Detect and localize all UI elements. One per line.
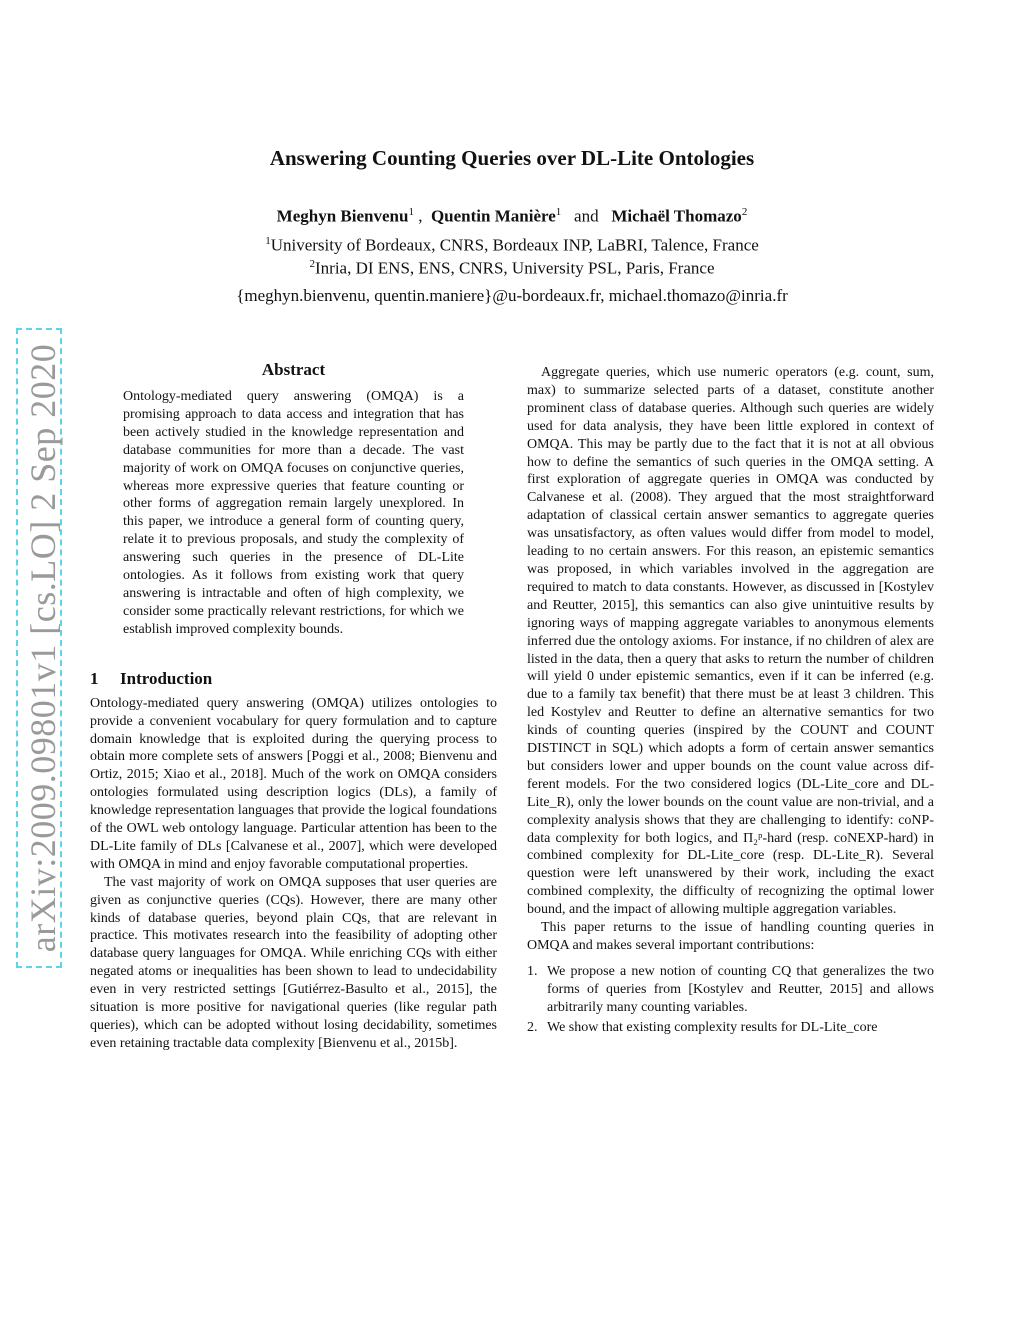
paper-title: Answering Counting Queries over DL-Lite Ontologies	[269, 146, 755, 170]
affiliation-1: $^1$University of Bordeaux, CNRS, Bordeaux INP, LaBRI, Talence, France	[265, 235, 759, 255]
left-column	[90, 360, 497, 1053]
intro-paragraph-1: Ontology-mediated query answering (OMQA) utilizes ontologies to provide a convenient vocabulary for query formulation and to capture domain knowledge that is exploited during the querying process to obtain more complete sets of answers [Poggi et al., 2008; Bienvenu and Ortiz, 2015; Xiao et al., 2018]. Much of the work on OMQA considers ontologies formulated using description logics (DLs), a family of knowledge representation languages that provide the logical foundations of the OWL web ontology language. Particular attention has been to the DL-Lite family of DLs [Calvanese et al., 2007], which were developed with OMQA in mind and enjoy favorable computational properties.	[90, 695, 497, 872]
affiliation-2: $^2$Inria, DI ENS, ENS, CNRS, University PSL, Paris, France	[309, 258, 715, 278]
list-item: 2. We show that existing complexity results for DL-Lite_core	[527, 1019, 878, 1035]
intro-paragraph-3: Aggregate queries, which use numeric operators (e.g. count, sum, max) to summarize selected parts of a dataset, constitute another prominent class of database queries. Although such queries are widely used for data analysis, they have been little explored in context of OMQA. This may be partly due to the fact that it is not at all obvious how to define the semantics of such queries in the OMQA setting. A first exploration of aggregate queries in OMQA was conducted by Calvanese et al. (2008). They argued that the most straightforward adaptation of classical certain answer semantics to aggregate queries was unsatisfactory, as often values would differ from model to model, leading to no certain answers. For this reason, an epistemic semantics was proposed, in which variables involved in the aggregation are required to match to data constants. However, as discussed in [Kostylev and Reutter, 2015], this semantics can also give unintuitive results by ignoring ways of mapping aggregate variables to anonymous elements inferred due the ontology axioms. For instance, if no children of alex are listed in the data, then a query that asks to return the number of children will yield 0 under epistemic semantics, even if it can be inferred (e.g. due to a family tax benefit) that there must be at least 3 children. This led Kostylev and Reutter to define an alternative semantics for two kinds of counting queries (inspired by the COUNT and COUNT DISTINCT in SQL) which adopts a form of certain answer semantics but considers lower and upper bounds on the count value across different models. For the two considered logics (DL-Lite_core and DL-Lite_R), only the lower bounds on the count value are non-trivial, and a complexity analysis shows that they are challenging to identify: coNP-data complexity for both logics, and Π₂ᵖ-hard (resp. coNEXP-hard) in combined complexity for DL-Lite_core (resp. DL-Lite_R). Several question were left unanswered by their work, including the exact combined complexity, the difficulty of recognizing the optimal lower bound, and the impact of allowing multiple aggregation variables.	[527, 365, 934, 918]
list-item: 1. We propose a new notion of counting CQ that generalizes the two forms of queries from [Kostylev and Reutter, 2015] and allows arbitrarily many counting variables.	[527, 963, 934, 1015]
author-emails: {meghyn.bienvenu, quentin.maniere}@u-bordeaux.fr, michael.thomazo@inria.fr	[236, 286, 788, 305]
intro-paragraph-2: The vast majority of work on OMQA supposes that user queries are given as conjunctive queries (CQs). However, there are many other kinds of database queries, beyond plain CQs, that are relevant in practice. This motivates research into the feasibility of adopting other database query languages for OMQA. While enriching CQs with either negated atoms or inequalities has been shown to lead to undecidability even in very restricted settings [Gutiérrez-Basulto et al., 2015], the situation is more positive for navigational queries (like regular path queries), which can be adopted without losing decidability, sometimes even retaining tractable data complexity [Bienvenu et al., 2015b].	[90, 874, 497, 1051]
author-line: Meghyn Bienvenu$^1$ , Quentin Manière$^1$ and Michaël Thomazo$^2$	[276, 206, 748, 226]
arxiv-identifier: arXiv:2009.09801v1 [cs.LO] 2 Sep 2020	[23, 343, 63, 953]
abstract-heading: Abstract	[261, 360, 326, 379]
author-1: Meghyn Bienvenu	[276, 206, 409, 226]
author-2: Quentin Manière	[430, 206, 556, 226]
abstract-text: Ontology-mediated query answering (OMQA) is a promising approach to data access and integration that has been actively studied in the knowledge representation and database communities for more than a decade. The vast majority of work on OMQA focuses on conjunctive queries, whereas more expressive queries that feature counting or other forms of aggregation remain largely unexplored. In this paper, we introduce a general form of counting query, relate it to previous proposals, and study the complexity of answering such queries in the presence of DL-Lite ontologies. As it follows from existing work that query answering is intractable and often of high complexity, we consider some practically relevant restrictions, for which we establish improved complexity bounds.	[123, 389, 464, 637]
section-heading-introduction: 1 Introduction	[90, 668, 213, 688]
contribution-list	[527, 963, 934, 1037]
intro-paragraph-4: This paper returns to the issue of handling counting queries in OMQA and makes several important contributions:	[527, 920, 934, 953]
author-3: Michaël Thomazo	[611, 206, 742, 226]
right-column	[527, 364, 934, 1039]
